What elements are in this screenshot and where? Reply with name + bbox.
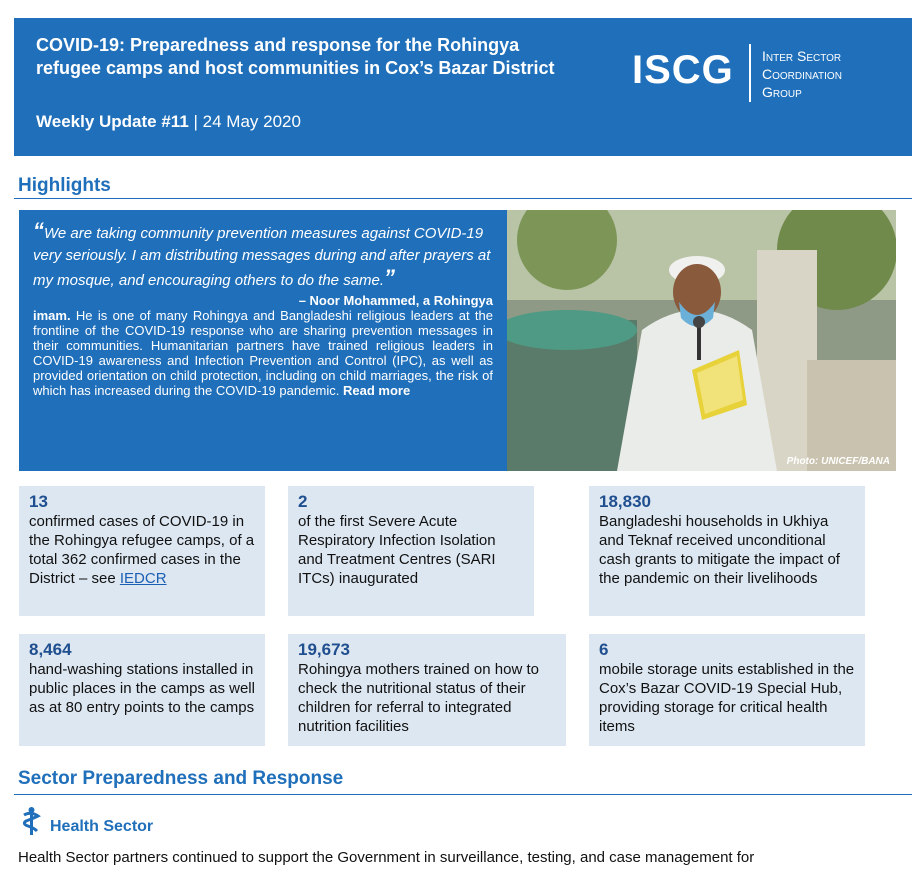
stat-text: mobile storage units established in the Cox’s Bazar COVID-19 Special Hub, providing storage for critical health items <box>599 661 855 735</box>
stat-card <box>288 634 566 746</box>
caduceus-icon <box>20 807 42 842</box>
photo-credit: Photo: UNICEF/BANA <box>786 456 890 467</box>
read-more-link[interactable]: Read more <box>343 383 411 398</box>
stat-number: 8,464 <box>29 640 72 659</box>
stat-text: of the first Severe Acute Respiratory Infection Isolation and Treatment Centres (SARI ITCs) inaugurated <box>298 513 496 587</box>
iscg-logo: ISCG <box>632 48 734 92</box>
highlights-heading: Highlights <box>18 175 111 196</box>
logo-line-2: Coordination <box>762 66 842 82</box>
health-sector-heading: Health Sector <box>50 818 154 835</box>
attribution-name: – Noor Mohammed, a Rohingya <box>298 293 493 308</box>
quote-attribution <box>33 293 493 398</box>
sector-rule <box>14 794 912 795</box>
stat-number: 18,830 <box>599 492 651 511</box>
report-title: COVID-19: Preparedness and response for the Rohingya refugee camps and host communities in Cox’s Bazar District <box>36 35 555 78</box>
stat-card <box>288 486 534 616</box>
stat-text: Rohingya mothers trained on how to check the nutritional status of their children for referral to integrated nutrition facilities <box>298 661 539 735</box>
health-sector-body: Health Sector partners continued to support the Government in surveillance, testing, and case management for <box>18 849 755 866</box>
update-line <box>36 112 301 132</box>
stat-number: 2 <box>298 492 308 511</box>
stat-number: 13 <box>29 492 48 511</box>
iscg-logo-subtitle <box>762 47 842 101</box>
highlight-photo <box>507 210 896 471</box>
logo-divider <box>749 44 751 102</box>
attribution-body: He is one of many Rohingya and Bangladeshi religious leaders at the frontline of the COVID-19 response who are sharing prevention messages in their communities. Humanitarian partners have trained religious leaders in COVID-19 awareness and Infection Prevention and Control (IPC), as well as provided orientation on child protection, including on child marriages, the risk of which has increased during the COVID-19 pandemic. <box>33 308 493 398</box>
update-separator: | <box>188 112 203 131</box>
stat-text: Bangladeshi households in Ukhiya and Teknaf received unconditional cash grants to mitigate the impact of the pandemic on their livelihoods <box>599 513 840 587</box>
stat-card <box>19 486 265 616</box>
quote-text: We are taking community prevention measures against COVID-19 very seriously. I am distributing messages during and after prayers at my mosque, and encouraging others to do the same. <box>33 225 491 289</box>
attribution-role: imam. <box>33 308 71 323</box>
stat-card <box>589 486 865 616</box>
update-date: 24 May 2020 <box>202 112 301 131</box>
close-quote-mark: ” <box>384 265 396 290</box>
sector-heading: Sector Preparedness and Response <box>18 768 344 789</box>
stat-number: 19,673 <box>298 640 350 659</box>
logo-line-3: Group <box>762 84 802 100</box>
highlights-rule <box>14 198 912 199</box>
stat-text <box>29 512 255 588</box>
quote <box>33 220 493 292</box>
iedcr-link[interactable]: IEDCR <box>119 570 167 587</box>
stat-number: 6 <box>599 640 609 659</box>
quote-box <box>19 210 507 471</box>
update-label: Weekly Update #11 <box>36 112 189 131</box>
stat-card <box>589 634 865 746</box>
open-quote-mark: “ <box>33 218 44 243</box>
imam-photo-illustration <box>507 210 896 471</box>
stat-text-body: confirmed cases of COVID-19 in the Rohingya refugee camps, of a total 362 confirmed cases in the District – see <box>29 513 255 587</box>
report-header <box>14 18 912 156</box>
logo-line-1: Inter Sector <box>762 48 842 64</box>
stat-card <box>19 634 265 746</box>
stat-text: hand-washing stations installed in public places in the camps as well as at 80 entry points to the camps <box>29 661 255 716</box>
